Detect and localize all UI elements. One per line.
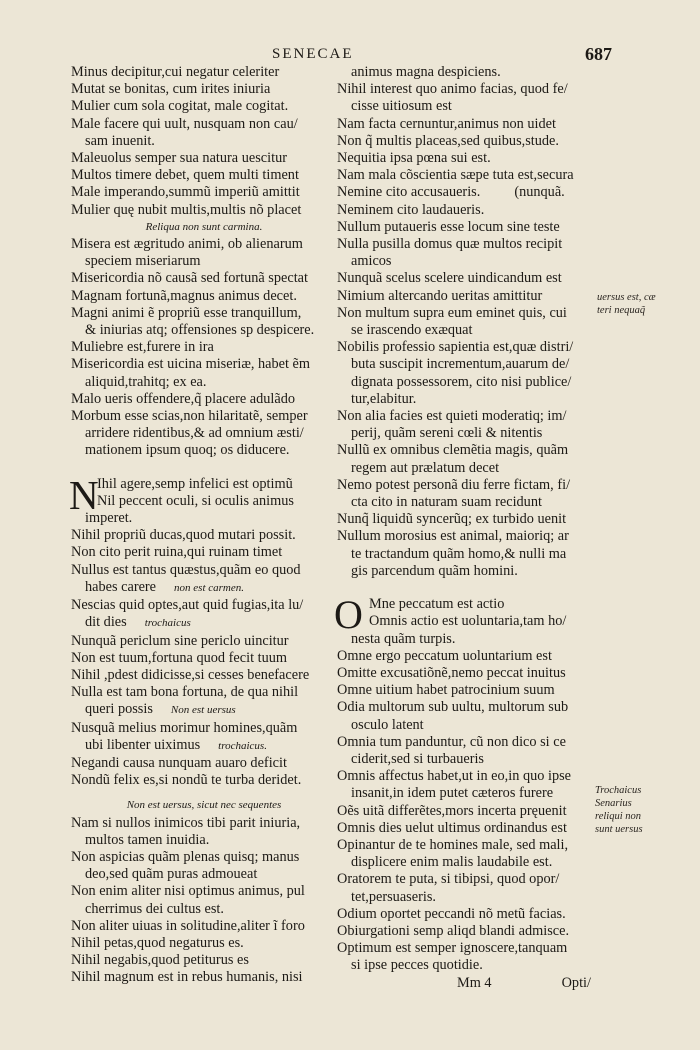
text-line: Minus decipitur,cui negatur celeriter	[71, 64, 280, 80]
text-block	[71, 815, 337, 987]
text-line: deo,sed quãm puras admoueat	[85, 866, 258, 883]
drop-cap-initial: N	[69, 471, 99, 518]
editorial-note: Non est uersus	[170, 704, 236, 717]
editorial-note: trochaicus	[144, 617, 191, 630]
text-line: Nullum morosius est animal, maioriq; ar	[337, 528, 569, 545]
text-line: Nemo potest personã diu ferre fictam, fi/	[337, 476, 571, 493]
text-line: Nihil petas,quod negaturus es.	[71, 934, 244, 951]
margin-note	[595, 784, 680, 836]
text-line: Senarius	[595, 798, 632, 809]
text-line: Mulier cum sola cogitat, male cogitat.	[71, 98, 289, 115]
text-line: Misericordia nõ causã sed fortunã spectat	[71, 270, 309, 287]
text-line: Nihil interest quo animo facias, quod fe/	[337, 81, 568, 98]
catchword: Opti/	[561, 974, 591, 991]
text-line: Omnis affectus habet,ut in eo,in quo ipse	[337, 768, 571, 785]
text-line: animus magna despiciens.	[351, 64, 501, 80]
text-line: buta suscipit incrementum,auarum de/	[351, 356, 570, 373]
text-block	[71, 527, 337, 579]
text-line: Non aspicias quãm plenas quisq; manus	[71, 848, 300, 865]
margin-note	[597, 291, 677, 317]
text-line: Non enim aliter nisi optimus animus, pul	[71, 883, 305, 900]
text-line: Male imperando,summũ imperiũ amittit	[71, 184, 300, 201]
signature-mark: Mm 4	[457, 974, 492, 991]
text-line: Odia multorum sub uultu, multorum sub	[337, 699, 569, 716]
text-line: Nulla pusilla domus quæ multos recipit	[337, 236, 563, 253]
text-line: Nemine cito accusaueris. (nunquã.	[337, 184, 565, 201]
text-line: insanit,in idem putet cæteros furere	[351, 785, 554, 802]
text-line: Male facere qui uult, nusquam non cau/	[71, 115, 298, 132]
text-line: Magnam fortunã,magnus animus decet.	[71, 287, 297, 304]
editorial-note: Reliqua non sunt carmina.	[145, 220, 263, 233]
running-title: SENECAE	[272, 46, 354, 62]
text-line: sam inuenit.	[85, 132, 155, 149]
text-line: si ipse pecces quotidie.	[351, 957, 483, 974]
text-line: Nullũ ex omnibus clemẽtia magis, quãm	[337, 442, 569, 459]
text-line: perij, quãm sereni cœli & nitentis	[351, 425, 543, 442]
text-line: Non q̃ multis placeas,sed quibus,stude.	[337, 132, 559, 149]
text-line: Misericordia est uicina miseriæ, habet ẽm	[71, 356, 311, 373]
text-line: Nequitia ipsa pœna sui est.	[337, 150, 491, 167]
text-line: & iniurias atq; offensiones sp despicere.	[85, 322, 315, 339]
text-line: dignata possessorem, cito nisi publice/	[351, 373, 572, 390]
text-line: Omitte excusatiõnẽ,nemo peccat inuitus	[337, 664, 566, 681]
text-line: Non alia facies est quieti moderatiq; im/	[337, 408, 567, 425]
text-line: Nimium altercando ueritas amittitur	[337, 287, 543, 304]
text-block	[71, 64, 337, 219]
text-block	[71, 236, 337, 460]
text-line: Nobilis professio sapientia est,quæ distri/	[337, 339, 574, 356]
drop-cap-paragraph	[334, 592, 595, 638]
text-block	[337, 64, 595, 184]
editorial-note: trochaicus.	[218, 739, 267, 752]
text-line: gis parcendum quãm homini.	[351, 562, 518, 579]
text-line: Magni animi ẽ propriũ esse tranquillum,	[71, 304, 302, 321]
text-line: Omne ergo peccatum uoluntarium est	[337, 647, 552, 664]
text-block	[71, 633, 337, 702]
text-line: nesta quãm turpis.	[351, 630, 456, 647]
text-line: dit dies trochaicus	[71, 614, 337, 632]
text-line: cisse uitiosum est	[351, 98, 452, 115]
text-line: displicere enim malis laudabile est.	[351, 854, 553, 871]
text-line: Omne uitium habet patrocinium suum	[337, 682, 555, 699]
text-line: imperet.	[85, 510, 133, 527]
text-line: Oẽs uitã differẽtes,mors incerta pręuenit	[337, 802, 567, 819]
text-line: Nescias quid optes,aut quid fugias,ita lu/	[71, 597, 304, 614]
text-line: cherrimus dei cultus est.	[85, 900, 224, 917]
text-line: Opinantur de te homines male, sed mali,	[337, 836, 569, 853]
text-line: amicos	[351, 253, 392, 270]
text-line: Malo ueris offendere,q̃ placere adulãdo	[71, 390, 296, 407]
text-line: Nullum putaueris esse locum sine teste	[337, 218, 560, 235]
text-line: Nam mala cõscientia sæpe tuta est,secura	[337, 167, 574, 184]
text-line: habes carere non est carmen.	[71, 579, 337, 597]
text-line: Nihil ,pdest didicisse,si cesses benefacere	[71, 666, 310, 683]
text-line: arridere ridentibus,& ad omnium æsti/	[85, 425, 304, 442]
text-line: Muliebre est,furere in ira	[71, 339, 214, 356]
text-line: Omnis dies uelut ultimus ordinandus est	[337, 819, 567, 836]
text-line: sunt uersus	[595, 824, 643, 835]
text-line: Nusquã melius morimur homines,quãm	[71, 719, 298, 736]
text-line: Non est tuum,fortuna quod fecit tuum	[71, 649, 288, 666]
text-line: regem aut prælatum decet	[351, 459, 500, 476]
text-line: Ihil agere,semp infelici est optimũ	[97, 475, 293, 492]
text-line: Nihil negabis,quod petiturus es	[71, 952, 249, 969]
text-line: Maleuolus semper sua natura uescitur	[71, 150, 287, 167]
text-line: aliquid,trahitq; ex ea.	[85, 373, 207, 390]
text-line: Obiurgationi semp aliqd blandi admisce.	[337, 922, 570, 939]
text-line: cta cito in naturam suam recidunt	[351, 494, 542, 511]
left-column	[71, 64, 337, 987]
text-line: Misera est ægritudo animi, ob alienarum	[71, 236, 303, 253]
text-block	[71, 510, 337, 527]
text-line: Nam si nullos inimicos tibi parit iniuria,	[71, 814, 301, 831]
text-line: Mutat se bonitas, cum irites iniuria	[71, 81, 271, 98]
text-block	[337, 596, 595, 630]
page-number: 687	[585, 44, 612, 64]
text-block	[71, 755, 337, 789]
text-line: Neminem cito laudaueris.	[337, 201, 485, 218]
text-line: Trochaicus	[595, 785, 642, 796]
text-line: Negandi causa nunquam auaro deficit	[71, 754, 287, 771]
text-line: Mne peccatum est actio	[369, 596, 505, 613]
text-line: Omnia tum panduntur, cũ non dico si ce	[337, 733, 566, 750]
text-line: uersus est, cæ	[597, 292, 656, 303]
text-line: Nam facta cernuntur,animus non uidet	[337, 115, 556, 132]
drop-cap-paragraph	[69, 471, 337, 518]
text-line: osculo latent	[351, 716, 424, 733]
editorial-note: non est carmen.	[174, 581, 244, 594]
text-line: tur,elabitur.	[351, 390, 417, 407]
text-line: teri nequaq̃	[597, 305, 646, 316]
text-line: Nunq̃ liquidũ syncerũq; ex turbido uenit	[337, 511, 567, 528]
text-block	[337, 202, 595, 580]
text-line: Nunquã periclum sine periclo uincitur	[71, 632, 289, 649]
text-line: Nihil propriũ ducas,quod mutari possit.	[71, 527, 296, 544]
text-line: Nulla est tam bona fortuna, de qua nihil	[71, 684, 299, 701]
text-line: se irascendo exæquat	[351, 322, 473, 339]
text-line: Odium oportet peccandi nõ metũ facias.	[337, 905, 566, 922]
catchword-line	[337, 975, 595, 992]
text-line: Nihil magnum est in rebus humanis, nisi	[71, 969, 303, 986]
text-line: reliqui non	[595, 811, 641, 822]
text-line: Nil peccent oculi, si oculis animus	[97, 492, 294, 509]
text-line: Multos timere debet, quem multi timent	[71, 167, 299, 184]
text-line: queri possis Non est uersus	[71, 701, 337, 719]
text-line: Omnis actio est uoluntaria,tam ho/	[369, 613, 567, 630]
editorial-note: Non est uersus, sicut nec sequentes	[126, 799, 282, 812]
text-line: Nondũ felix es,si nondũ te turba deridet.	[71, 772, 302, 789]
text-line: Mulier quę nubit multis,multis nõ placet	[71, 201, 302, 218]
text-line: mationem ipsum quoq; os diducere.	[85, 442, 290, 459]
text-line: Oratorem te puta, si tibipsi, quod opor/	[337, 871, 560, 888]
text-line: Nunquã scelus scelere uindicandum est	[337, 270, 562, 287]
text-line: ciderit,sed si turbaueris	[351, 750, 485, 767]
text-line: tet,persuaseris.	[351, 888, 436, 905]
text-block	[337, 631, 595, 975]
text-line: Morbum esse scias,non hilaritatẽ, semper	[71, 408, 308, 425]
right-column	[334, 64, 595, 992]
text-line: Optimum est semper ignoscere,tanquam	[337, 940, 568, 957]
text-line: multos tamen inuidia.	[85, 831, 210, 848]
drop-cap-initial: O	[334, 592, 363, 638]
text-line: Non aliter uiuas in solitudine,aliter ĩ foro	[71, 917, 305, 934]
text-line: Non multum supra eum eminet quis, cui	[337, 304, 567, 321]
text-block	[71, 476, 337, 510]
text-line: Non cito perit ruina,qui ruinam timet	[71, 544, 283, 561]
text-line: te tractandum quãm homo,& nulli ma	[351, 545, 567, 562]
text-line: speciem miseriarum	[85, 253, 201, 270]
text-line: ubi libenter uiximus trochaicus.	[71, 737, 337, 755]
text-line: Nullus est tantus quæstus,quãm eo quod	[71, 561, 301, 578]
